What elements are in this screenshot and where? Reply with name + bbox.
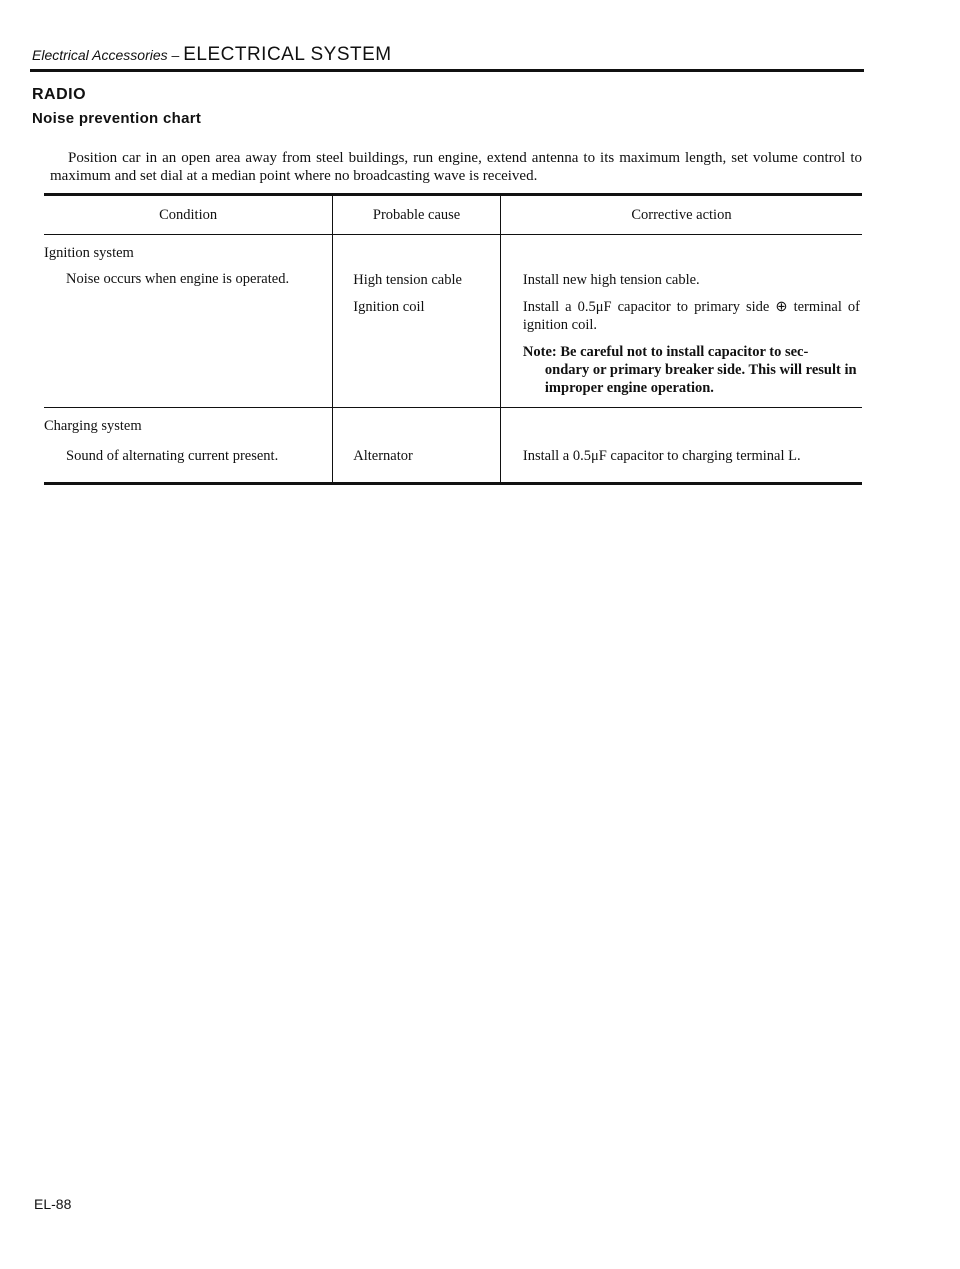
header-probable-cause: Probable cause [333, 195, 501, 235]
action-item: Install a 0.5μF capacitor to primary side ⊕ terminal of ignition coil. [522, 299, 860, 333]
group-label: Ignition system [44, 245, 134, 261]
noise-prevention-table [44, 193, 862, 485]
page-header [32, 44, 862, 66]
action-item: Install a 0.5μF capacitor to charging terminal L. [522, 448, 801, 464]
header-separator: – [167, 47, 184, 63]
note-first-line: Be careful not to install capacitor to sec- [560, 344, 809, 360]
header-rule [30, 69, 864, 72]
sub-title: Noise prevention chart [32, 110, 202, 127]
table-header-row [44, 195, 862, 235]
header-title: ELECTRICAL SYSTEM [183, 44, 392, 65]
empty-cell [500, 235, 862, 264]
cause-cell [333, 263, 501, 408]
intro-paragraph: Position car in an open area away from steel buildings, run engine, extend antenna to its maximum length, set volume control to maximum and set dial at a median point where no broadcasting wave is received. [50, 150, 862, 184]
cause-cell [333, 436, 501, 484]
header-condition: Condition [44, 195, 333, 235]
cause-item: High tension cable [353, 272, 462, 288]
condition-cell [44, 263, 333, 408]
action-cell [500, 436, 862, 484]
empty-cell [333, 408, 501, 437]
table-row [44, 408, 862, 437]
group-label: Charging system [44, 418, 142, 434]
section-title: RADIO [32, 86, 87, 103]
note-label: Note: [522, 344, 557, 360]
condition-text: Noise occurs when engine is operated. [66, 271, 290, 287]
condition-cell [44, 436, 333, 484]
action-item: Install new high tension cable. [522, 272, 700, 288]
empty-cell [500, 408, 862, 437]
action-cell [500, 263, 862, 408]
table-row [44, 235, 862, 264]
empty-cell [333, 235, 501, 264]
cause-item: Alternator [353, 448, 413, 464]
group-label-cell [44, 235, 333, 264]
page-number: EL-88 [34, 1196, 72, 1212]
group-label-cell [44, 408, 333, 437]
table-row [44, 263, 862, 408]
header-section: Electrical Accessories [32, 47, 168, 63]
note-rest: ondary or primary breaker side. This will result in improper engine operation. [544, 362, 857, 396]
table-row [44, 436, 862, 484]
cause-item: Ignition coil [353, 299, 425, 315]
header-corrective-action: Corrective action [500, 195, 862, 235]
condition-text: Sound of alternating current present. [66, 448, 279, 464]
note [501, 343, 862, 397]
